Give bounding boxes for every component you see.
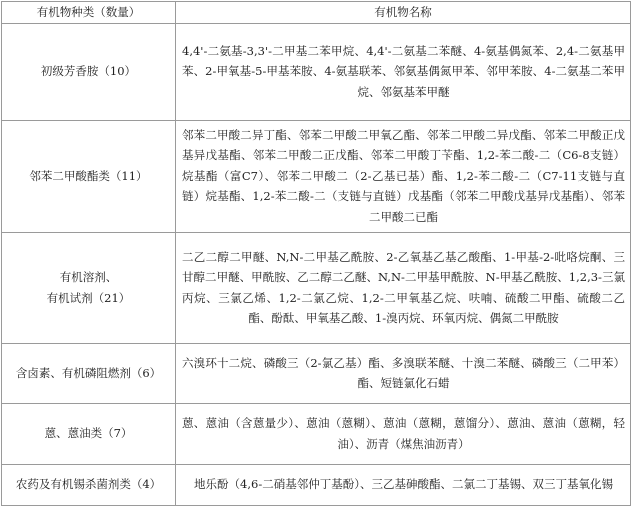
category-cell: 农药及有机锡杀菌剂类（4）: [2, 464, 176, 505]
names-cell: 4,4'-二氨基-3,3'-二甲基二苯甲烷、4,4'-二氨基二苯醚、4-氨基偶氮苯、2,4-二氨基甲苯、2-甲氧基-5-甲基苯胺、4-氨基联苯、邻氨基偶氮甲苯、邻甲苯胺、4-二氨基二苯甲烷、邻氨基苯甲醚: [176, 23, 631, 120]
header-category: 有机物种类（数量）: [2, 2, 176, 24]
names-cell: 蒽、蒽油（含蒽量少）、蒽油（蒽糊）、蒽油（蒽糊，蒽馏分）、蒽油、蒽油（蒽糊，轻油）、沥青（煤焦油沥青）: [176, 403, 631, 464]
table-row: [2, 403, 631, 464]
names-cell: 地乐酚（4,6-二硝基邻仲丁基酚）、三乙基砷酸酯、二氯二丁基锡、双三丁基氧化锡: [176, 464, 631, 505]
names-cell: 二乙二醇二甲醚、N,N-二甲基乙酰胺、2-乙氧基乙基乙酸酯、1-甲基-2-吡咯烷酮、三甘醇二甲醚、甲酰胺、乙二醇二乙醚、N,N-二甲基甲酰胺、N-甲基乙酰胺、1,2,3-三氯丙烷、三氯乙烯、1,2-二氯乙烷、1,2-二甲氧基乙烷、呋喃、硫酸二甲酯、硫酸二乙酯、酚酞、甲氧基乙酸、1-溴丙烷、环氧丙烷、偶氮二甲酰胺: [176, 232, 631, 343]
table-row: [2, 120, 631, 232]
category-cell: 邻苯二甲酸酯类（11）: [2, 120, 176, 232]
table-row: [2, 343, 631, 403]
organic-substances-table: [1, 1, 631, 506]
category-cell: 蒽、蒽油类（7）: [2, 403, 176, 464]
category-cell: 初级芳香胺（10）: [2, 23, 176, 120]
header-names: 有机物名称: [176, 2, 631, 24]
category-cell: 含卤素、有机磷阻燃剂（6）: [2, 343, 176, 403]
table-row: [2, 232, 631, 343]
names-cell: 邻苯二甲酸二异丁酯、邻苯二甲酸二甲氧乙酯、邻苯二甲酸二异戊酯、邻苯二甲酸正戊基异戊基酯、邻苯二甲酸二正戊酯、邻苯二甲酸丁苄酯、1,2-苯二酸-二（C6-8支链）烷基酯（富C7）、邻苯二甲酸二（2-乙基已基）酯、1,2-苯二酸-二（C7-11支链与直链）烷基酯、1,2-苯二酸-二（支链与直链）戊基酯（邻苯二甲酸戊基异戊基酯）、邻苯二甲酸二已酯: [176, 120, 631, 232]
names-cell: 六溴环十二烷、磷酸三（2-氯乙基）酯、多溴联苯醚、十溴二苯醚、磷酸三（二甲苯）酯、短链氯化石蜡: [176, 343, 631, 403]
table-row: [2, 23, 631, 120]
header-row: [2, 2, 631, 24]
category-cell: 有机溶剂、 有机试剂（21）: [2, 232, 176, 343]
